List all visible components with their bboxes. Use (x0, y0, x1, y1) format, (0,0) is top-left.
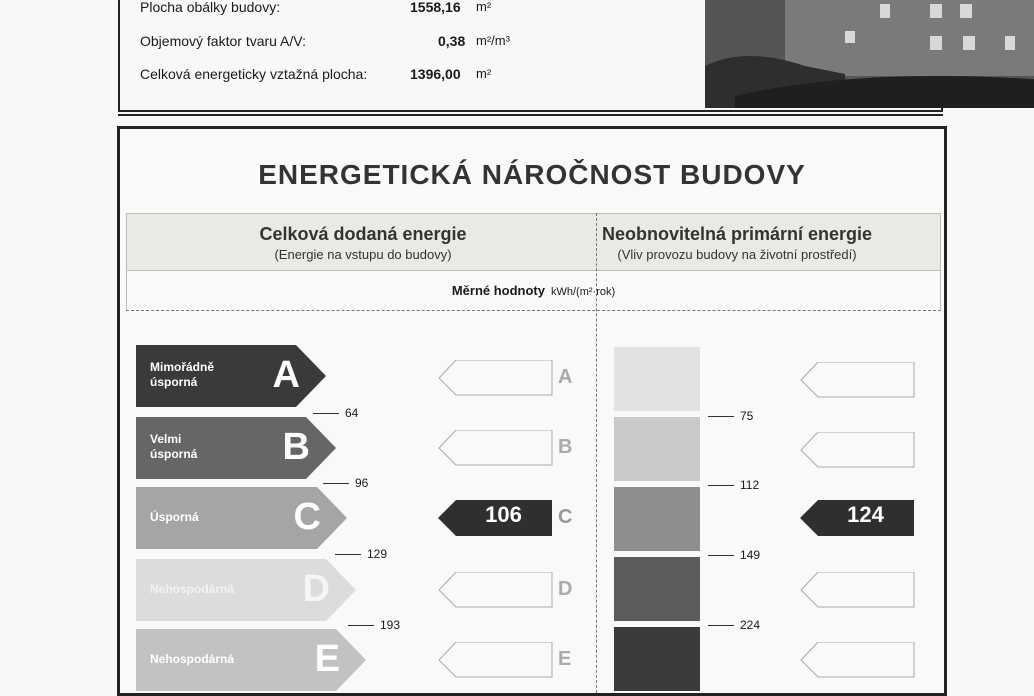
envelope-value: 1558,16 (410, 0, 461, 15)
left-slot-letter-d: D (558, 578, 573, 600)
left-rating-indicator (438, 500, 553, 536)
building-photo-image (705, 0, 1034, 108)
class-c-letter: C (293, 496, 321, 538)
right-slot-a (800, 362, 915, 398)
primary-scale-band-a (614, 347, 700, 411)
class-arrow-d (136, 559, 358, 621)
measure-label: Měrné hodnoty (451, 283, 545, 298)
right-slot-e (800, 642, 915, 678)
left-slot-letter-b: B (558, 436, 573, 458)
class-arrow-e (136, 629, 368, 691)
left-column-subtitle: (Energie na vstupu do budovy) (274, 247, 452, 262)
reference-area-unit: m² (476, 66, 492, 81)
primary-scale-band-c (614, 487, 700, 551)
column-header-band (126, 213, 941, 271)
right-column-title: Neobnovitelná primární energie (601, 224, 873, 244)
class-arrow-a (136, 345, 328, 407)
primary-scale-band-e (614, 627, 700, 691)
reference-area-value: 1396,00 (410, 66, 461, 82)
class-arrow-c (136, 487, 349, 549)
reference-area-label: Celková energeticky vztažná plocha: (140, 66, 368, 82)
shape-factor-value: 0,38 (438, 33, 466, 49)
left-rating-letter: C (558, 506, 573, 528)
class-e-label: Nehospodárná (150, 652, 235, 666)
right-limit-224: 224 (708, 618, 760, 632)
primary-scale-band-b (614, 417, 700, 481)
left-slot-letter-a: A (558, 366, 573, 388)
class-a-label: Mimořádně úsporná (150, 360, 215, 389)
left-column-title: Celková dodaná energie (259, 224, 467, 244)
right-rating-value: 124 (847, 502, 884, 527)
page-title: ENERGETICKÁ NÁROČNOST BUDOVY (258, 159, 806, 190)
class-d-label: Nehospodárná (150, 582, 235, 596)
left-column-header (163, 224, 563, 262)
left-limit-129: 129 (335, 547, 387, 561)
shape-factor-unit: m²/m³ (476, 33, 510, 48)
left-slot-b (438, 430, 553, 466)
right-limit-149: 149 (708, 548, 760, 562)
measure-header (126, 271, 941, 311)
shape-factor-label: Objemový faktor tvaru A/V: (140, 33, 306, 49)
left-limit-64: 64 (313, 406, 358, 420)
class-b-letter: B (282, 426, 310, 468)
right-limit-112: 112 (708, 478, 759, 492)
left-slot-letter-e: E (558, 648, 572, 670)
right-slot-b (800, 432, 915, 468)
column-divider (596, 213, 597, 693)
energy-performance-box (117, 126, 947, 696)
right-limit-75: 75 (708, 409, 753, 423)
class-a-letter: A (272, 354, 300, 396)
left-limit-193: 193 (348, 618, 400, 632)
left-slot-e (438, 642, 553, 678)
envelope-unit: m² (476, 0, 492, 14)
class-c-label: Úsporná (150, 510, 199, 524)
left-slot-d (438, 572, 553, 608)
building-info-box (118, 0, 943, 112)
left-slot-a (438, 360, 553, 396)
right-column-header (537, 224, 937, 262)
class-d-letter: D (302, 568, 330, 610)
envelope-label: Plocha obálky budovy: (140, 0, 281, 15)
measure-unit: kWh/(m²·rok) (551, 286, 616, 298)
left-rating-value: 106 (485, 502, 522, 527)
building-photo (705, 0, 1034, 108)
right-slot-d (800, 572, 915, 608)
class-b-label: Velmi úsporná (150, 432, 198, 461)
class-arrow-b (136, 417, 338, 479)
class-e-letter: E (314, 638, 340, 680)
primary-scale-band-d (614, 557, 700, 621)
right-rating-indicator (800, 500, 915, 536)
left-limit-96: 96 (323, 476, 368, 490)
right-column-subtitle: (Vliv provozu budovy na životní prostředí) (617, 247, 857, 262)
